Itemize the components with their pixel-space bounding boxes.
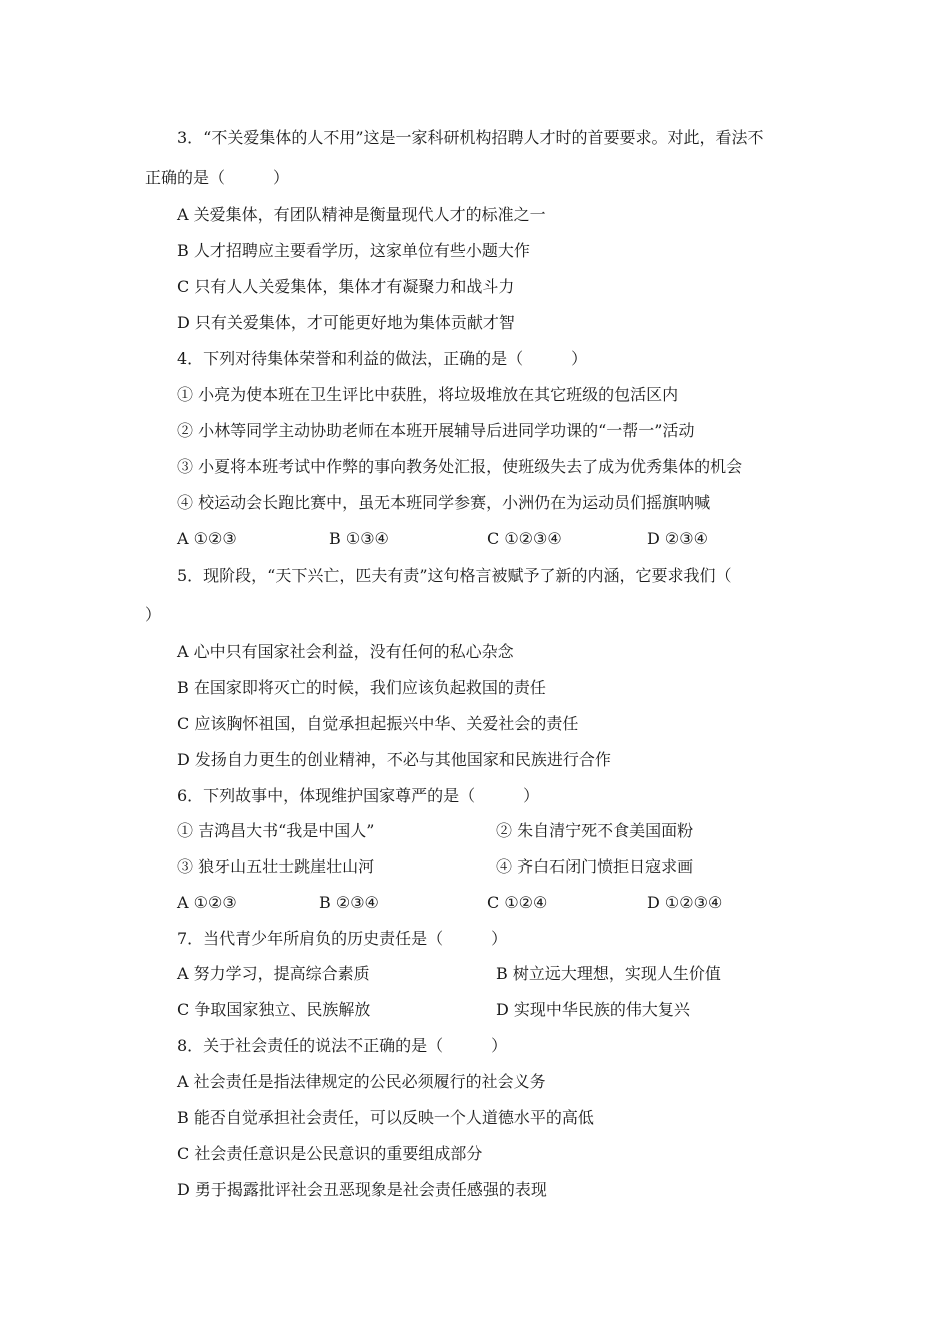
q6-item-4: ④ 齐白石闭门愤拒日寇求画 <box>496 857 694 876</box>
q4-choice-c: C ①②③④ <box>487 529 562 548</box>
q3-option-b: B 人才招聘应主要看学历，这家单位有些小题大作 <box>177 241 530 260</box>
q7-stem: 7．当代青少年所肩负的历史责任是（ ） <box>177 929 508 948</box>
q5-option-d: D 发扬自力更生的创业精神，不必与其他国家和民族进行合作 <box>177 750 611 769</box>
q8-option-a: A 社会责任是指法律规定的公民必须履行的社会义务 <box>177 1072 546 1091</box>
q6-item-2: ② 朱自清宁死不食美国面粉 <box>496 821 694 840</box>
q8-option-d: D 勇于揭露批评社会丑恶现象是社会责任感强的表现 <box>177 1180 547 1199</box>
q6-item-3: ③ 狼牙山五壮士跳崖壮山河 <box>177 857 375 876</box>
q6-choice-c: C ①②④ <box>487 893 548 912</box>
q5-stem-line2: ） <box>145 605 162 624</box>
q6-choice-b: B ②③④ <box>319 893 379 912</box>
q8-stem: 8．关于社会责任的说法不正确的是（ ） <box>177 1036 508 1055</box>
q5-option-a: A 心中只有国家社会利益，没有任何的私心杂念 <box>177 642 514 661</box>
q4-item-4: ④ 校运动会长跑比赛中，虽无本班同学参赛，小洲仍在为运动员们摇旗呐喊 <box>177 493 711 512</box>
q7-option-b: B 树立远大理想，实现人生价值 <box>496 964 721 983</box>
q4-choice-a: A ①②③ <box>177 529 237 548</box>
q4-item-2: ② 小林等同学主动协助老师在本班开展辅导后进同学功课的“一帮一”活动 <box>177 421 695 440</box>
q8-option-b: B 能否自觉承担社会责任，可以反映一个人道德水平的高低 <box>177 1108 594 1127</box>
q4-choice-d: D ②③④ <box>647 529 708 548</box>
q3-stem-line1: 3．“不关爱集体的人不用”这是一家科研机构招聘人才时的首要要求。对此，看法不 <box>177 128 764 147</box>
q4-choice-b: B ①③④ <box>329 529 389 548</box>
q3-option-c: C 只有人人关爱集体，集体才有凝聚力和战斗力 <box>177 277 515 296</box>
q3-option-d: D 只有关爱集体，才可能更好地为集体贡献才智 <box>177 313 515 332</box>
q8-option-c: C 社会责任意识是公民意识的重要组成部分 <box>177 1144 483 1163</box>
q5-option-c: C 应该胸怀祖国，自觉承担起振兴中华、关爱社会的责任 <box>177 714 579 733</box>
q4-item-1: ① 小亮为使本班在卫生评比中获胜，将垃圾堆放在其它班级的包活区内 <box>177 385 679 404</box>
q6-stem: 6．下列故事中，体现维护国家尊严的是（ ） <box>177 786 540 805</box>
q4-item-3: ③ 小夏将本班考试中作弊的事向教务处汇报，使班级失去了成为优秀集体的机会 <box>177 457 743 476</box>
q3-stem-line2: 正确的是（ ） <box>145 168 290 187</box>
q6-choice-d: D ①②③④ <box>647 893 723 912</box>
q6-choice-a: A ①②③ <box>177 893 237 912</box>
q7-option-c: C 争取国家独立、民族解放 <box>177 1000 371 1019</box>
q7-option-a: A 努力学习，提高综合素质 <box>177 964 370 983</box>
q5-option-b: B 在国家即将灭亡的时候，我们应该负起救国的责任 <box>177 678 546 697</box>
q3-option-a: A 关爱集体，有团队精神是衡量现代人才的标准之一 <box>177 205 546 224</box>
q7-option-d: D 实现中华民族的伟大复兴 <box>496 1000 690 1019</box>
q6-item-1: ① 吉鸿昌大书“我是中国人” <box>177 821 375 840</box>
q5-stem-line1: 5．现阶段，“天下兴亡，匹夫有责”这句格言被赋予了新的内涵，它要求我们（ <box>177 566 732 585</box>
q4-stem: 4．下列对待集体荣誉和利益的做法，正确的是（ ） <box>177 349 588 368</box>
